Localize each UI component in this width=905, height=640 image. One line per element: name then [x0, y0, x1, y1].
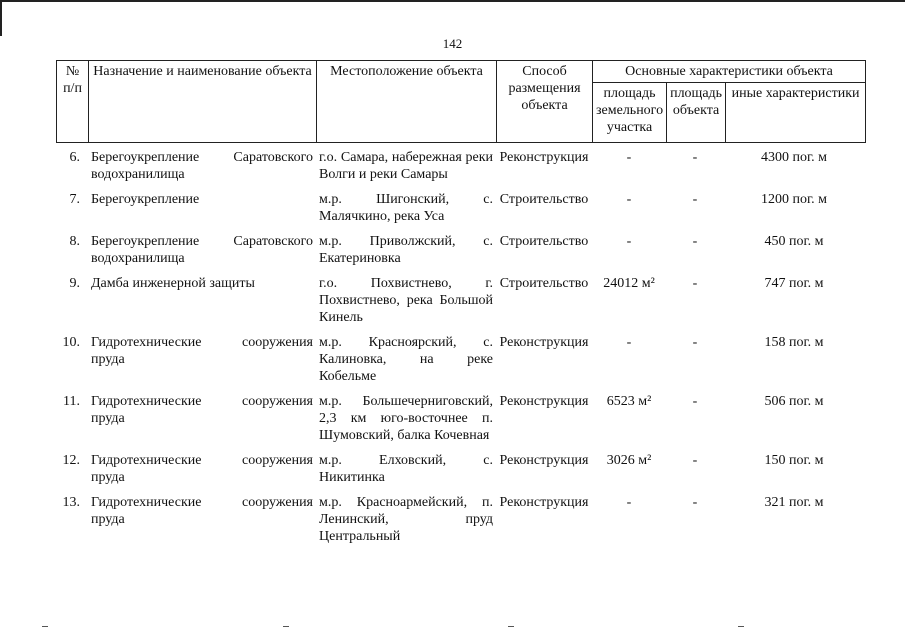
other-characteristics: 1200 пог. м [760, 192, 827, 207]
other-characteristics: 158 пог. м [764, 335, 824, 350]
object-area: - [692, 335, 698, 350]
object-location: г.о. Самара, набережная реки Волги и реки Самары [319, 150, 493, 182]
header-land-area: площадь земельного участка [593, 83, 667, 143]
land-area: 24012 м² [603, 276, 655, 291]
table-row [56, 334, 864, 393]
object-area: - [692, 453, 698, 468]
header-object-area: площадь объекта [667, 83, 726, 143]
object-name: Гидротехнические сооружения пруда [91, 394, 313, 426]
header-num: № п/п [57, 61, 89, 143]
land-area: - [626, 234, 632, 249]
header-location: Местоположение объекта [317, 61, 497, 143]
placement-method: Реконструкция [499, 495, 589, 510]
object-location: м.р. Приволжский, с. Екатериновка [319, 234, 493, 266]
object-name: Берегоукрепление Саратовского водохранилища [91, 150, 313, 182]
other-characteristics: 747 пог. м [764, 276, 824, 291]
row-number: 6. [69, 150, 80, 165]
placement-method: Реконструкция [499, 335, 589, 350]
object-name: Гидротехнические сооружения пруда [91, 495, 313, 527]
row-number: 13. [62, 495, 80, 510]
scan-edge-left [0, 0, 2, 36]
table-row [56, 452, 864, 494]
other-characteristics: 506 пог. м [764, 394, 824, 409]
row-number: 10. [62, 335, 80, 350]
object-location: г.о. Похвистнево, г. Похвистнево, река Большой Кинель [319, 276, 493, 325]
object-name: Берегоукрепление [91, 192, 200, 207]
header-name: Назначение и наименование объекта [89, 61, 317, 143]
other-characteristics: 321 пог. м [764, 495, 824, 510]
scan-marks [0, 626, 905, 636]
object-location: м.р. Елховский, с. Никитинка [319, 453, 493, 485]
placement-method: Реконструкция [499, 150, 589, 165]
object-location: м.р. Большечерниговский, 2,3 км юго-восточнее п. Шумовский, балка Кочевная [319, 394, 493, 443]
land-area: - [626, 495, 632, 510]
object-area: - [692, 192, 698, 207]
placement-method: Строительство [499, 276, 589, 291]
other-characteristics: 150 пог. м [764, 453, 824, 468]
other-characteristics: 450 пог. м [764, 234, 824, 249]
land-area: - [626, 335, 632, 350]
row-number: 12. [62, 453, 80, 468]
scan-edge-top [0, 0, 905, 2]
object-location: м.р. Красноярский, с. Калиновка, на реке Кобельме [319, 335, 493, 384]
table-body [56, 149, 864, 553]
header-placement: Способ размещения объекта [497, 61, 593, 143]
land-area: 6523 м² [606, 394, 652, 409]
table-row [56, 149, 864, 191]
object-area: - [692, 150, 698, 165]
object-area: - [692, 234, 698, 249]
table-row [56, 191, 864, 233]
placement-method: Реконструкция [499, 453, 589, 468]
object-area: - [692, 394, 698, 409]
land-area: - [626, 150, 632, 165]
object-area: - [692, 276, 698, 291]
row-number: 11. [63, 394, 80, 409]
header-characteristics: Основные характеристики объекта [593, 61, 866, 83]
object-name: Дамба инженерной защиты [91, 276, 255, 291]
table-row [56, 275, 864, 334]
land-area: 3026 м² [606, 453, 652, 468]
object-name: Гидротехнические сооружения пруда [91, 335, 313, 367]
table-row [56, 393, 864, 452]
object-area: - [692, 495, 698, 510]
row-number: 7. [69, 192, 80, 207]
table-row [56, 494, 864, 553]
table-row [56, 233, 864, 275]
object-name: Гидротехнические сооружения пруда [91, 453, 313, 485]
placement-method: Строительство [499, 192, 589, 207]
object-location: м.р. Красноармейский, п. Ленинский, пруд Центральный [319, 495, 493, 544]
other-characteristics: 4300 пог. м [760, 150, 827, 165]
placement-method: Строительство [499, 234, 589, 249]
header-other: иные характеристики [726, 83, 866, 143]
object-location: м.р. Шигонский, с. Малячкино, река Уса [319, 192, 493, 224]
page-number: 142 [442, 36, 463, 51]
row-number: 9. [69, 276, 80, 291]
placement-method: Реконструкция [499, 394, 589, 409]
row-number: 8. [69, 234, 80, 249]
table-header [56, 60, 866, 143]
object-name: Берегоукрепление Саратовского водохранилища [91, 234, 313, 266]
land-area: - [626, 192, 632, 207]
